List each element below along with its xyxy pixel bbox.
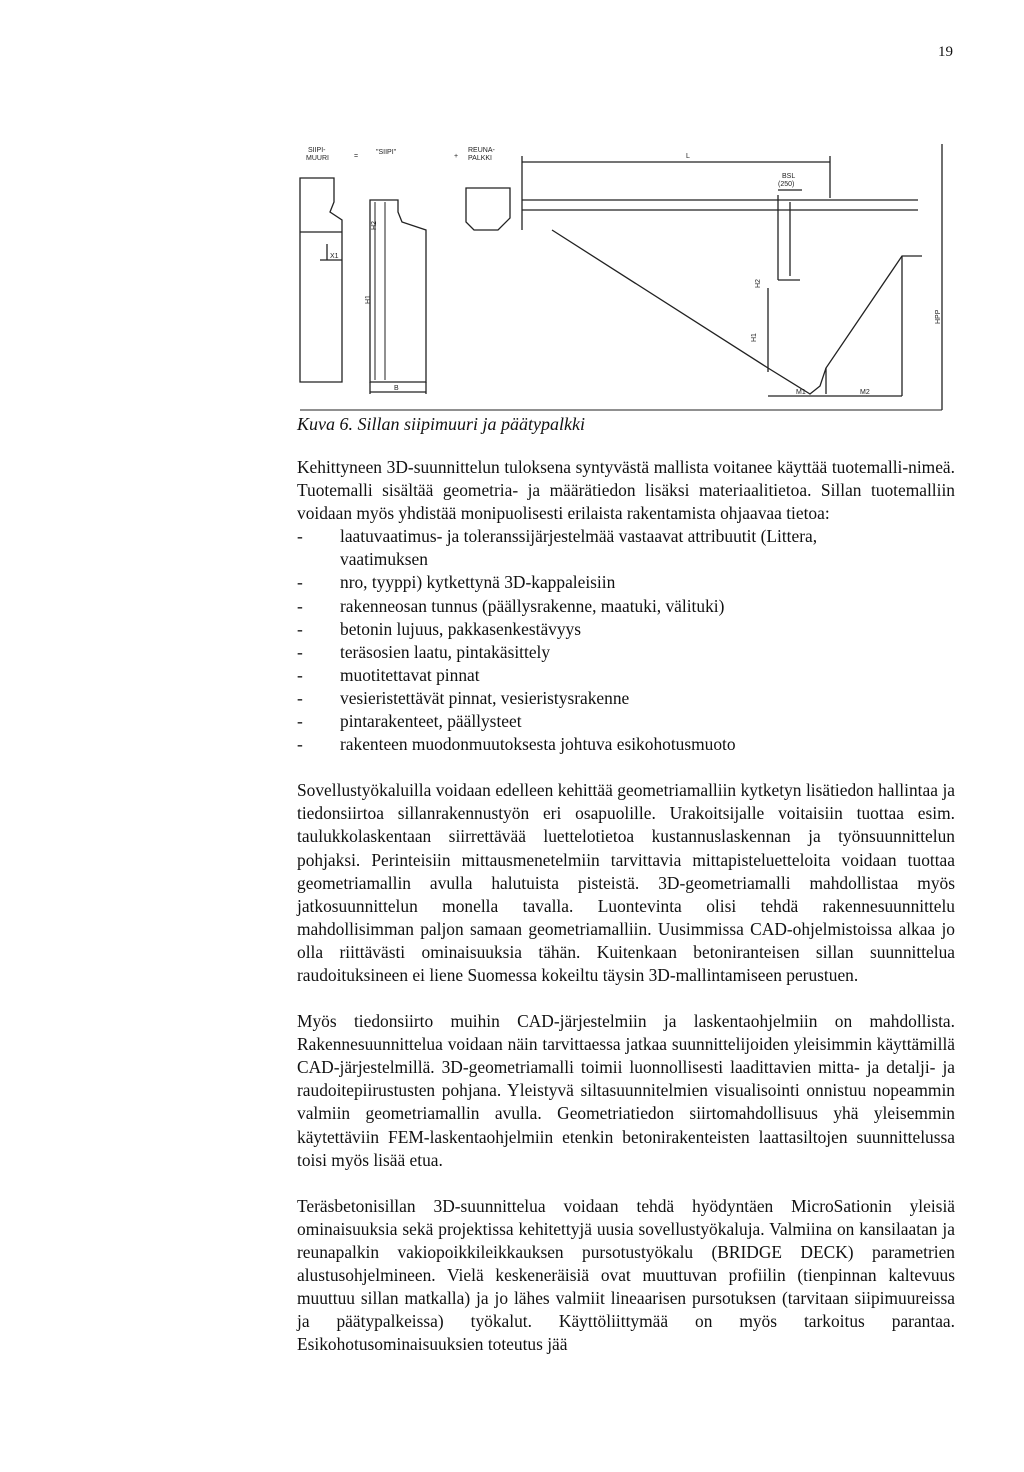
label-h2-right: H2 bbox=[755, 279, 762, 288]
paragraph-tiedonsiirto: Myös tiedonsiirto muihin CAD-järjestelmiin ja laskentaohjelmiin on mahdollista. Rakennesuunnittelua voidaan näin tarvittaessa jatkaa suunnittelijoiden yleisimmin käyttämillä CAD-järjestelmillä. 3D-geometriamalli toimii luonnollisesti laadittavien mitta- ja detalji- ja raudoitepiirustusten pohjana. Yleistyvä siltasuunnitelmien visualisointi onnistuu nopeammin valmiin geometriamallin avulla. Geometriatiedon siirtomahdollisuus yhä yleisemmin käytettäviin FEM-laskentaohjelmiin etenkin betonirakenteisten laattasiltojen suunnittelussa toisi myös lisää etua. bbox=[297, 1011, 955, 1170]
list-item bbox=[297, 618, 955, 641]
label-m2: M2 bbox=[860, 389, 870, 396]
list-item-text: rakenteen muodonmuutoksesta johtuva esikohotusmuoto bbox=[340, 734, 736, 755]
list-dash: - bbox=[297, 734, 303, 755]
list-dash: - bbox=[297, 572, 303, 593]
label-b: B bbox=[394, 385, 399, 392]
label-h2-left: H2 bbox=[371, 221, 378, 230]
list-item-text: rakenneosan tunnus (päällysrakenne, maatuki, välituki) bbox=[340, 595, 725, 616]
siipi-outline bbox=[370, 200, 426, 382]
label-bsl-value: (250) bbox=[778, 181, 795, 188]
list-item bbox=[297, 664, 955, 687]
list-dash: - bbox=[297, 526, 303, 547]
attribute-list bbox=[297, 525, 955, 756]
figure-caption: Kuva 6. Sillan siipimuuri ja päätypalkki bbox=[297, 414, 585, 434]
label-l: L bbox=[686, 153, 690, 160]
label-reunapalkki-2: PALKKI bbox=[468, 155, 492, 162]
siipimuuri-outline bbox=[300, 178, 342, 382]
label-hpp: HPP bbox=[935, 309, 942, 324]
list-item-continuation bbox=[297, 548, 955, 571]
label-siipi: "SIIPI" bbox=[376, 149, 397, 156]
list-item-text: vesieristettävät pinnat, vesieristysrakenne bbox=[340, 687, 630, 708]
list-dash: - bbox=[297, 664, 303, 685]
list-item-text: muotitettavat pinnat bbox=[340, 664, 480, 685]
list-item-text: laatuvaatimus- ja toleranssijärjestelmää vastaavat attribuutit (Littera, bbox=[340, 526, 818, 547]
list-item bbox=[297, 525, 955, 548]
paragraph-intro: Kehittyneen 3D-suunnittelun tuloksena syntyvästä mallista voitanee käyttää tuotemalli-nimeä. Tuotemalli sisältää geometria- ja määrätiedon lisäksi materiaalitietoa. Sillan tuotemalliin voidaan myös yhdistää monipuolisesti erilaista rakentamista ohjaavaa tietoa: bbox=[297, 457, 955, 524]
list-item-text: vaatimuksen bbox=[340, 549, 428, 570]
label-h1-left: H1 bbox=[365, 295, 372, 304]
page-number: 19 bbox=[938, 44, 953, 60]
list-item-text: pintarakenteet, päällysteet bbox=[340, 711, 522, 732]
label-x1: X1 bbox=[330, 253, 339, 260]
list-item bbox=[297, 687, 955, 710]
list-dash: - bbox=[297, 641, 303, 662]
body-text bbox=[297, 456, 955, 1356]
label-reunapalkki-1: REUNA- bbox=[468, 147, 495, 154]
list-item bbox=[297, 571, 955, 594]
list-dash: - bbox=[297, 595, 303, 616]
list-item bbox=[297, 733, 955, 756]
label-siipimuuri-1: SIIPI- bbox=[308, 147, 326, 154]
list-dash: - bbox=[297, 711, 303, 732]
list-item bbox=[297, 710, 955, 733]
list-item-text: teräsosien laatu, pintakäsittely bbox=[340, 641, 551, 662]
label-m1: M1 bbox=[796, 389, 806, 396]
label-bsl: BSL bbox=[782, 173, 796, 180]
list-item-text: nro, tyyppi) kytkettynä 3D-kappaleisiin bbox=[340, 572, 616, 593]
label-siipimuuri-2: MUURI bbox=[306, 155, 329, 162]
list-item-text: betonin lujuus, pakkasenkestävyys bbox=[340, 618, 582, 639]
list-dash: - bbox=[297, 618, 303, 639]
list-dash: - bbox=[297, 687, 303, 708]
list-item bbox=[297, 595, 955, 618]
reunapalkki-outline bbox=[466, 188, 510, 230]
wing-wall-drawing bbox=[290, 140, 970, 415]
list-item bbox=[297, 641, 955, 664]
wing-wall-outline bbox=[552, 230, 922, 394]
label-h1-right: H1 bbox=[751, 333, 758, 342]
label-equals: = bbox=[354, 153, 359, 160]
paragraph-sovellustyokalut: Sovellustyökaluilla voidaan edelleen kehittää geometriamalliin kytketyn lisätiedon hallintaa ja tiedonsiirtoa sillanrakennustyön eri osapuolille. Urakoitsijalle voitaisiin tuottaa esim. taulukkolaskentaan siirrettävää luettelotietoa kustannuslaskennan ja työnsuunnittelun pohjaksi. Perinteisiin mittausmenetelmiin tarvittavia mittapisteluetteloita voidaan tuottaa geometriamallin avulla halutuista pisteistä. 3D-geometriamalli mahdollistaa myös jatkosuunnittelun monella tavalla. Luontevinta olisi tehdä rakennesuunnittelu mahdollisimman paljon samaan geometriamalliin. Uusimmissa CAD-ohjelmistoissa alkaa jo olla riittävästi ominaisuuksia tähän. Kuitenkaan betoniranteisen sillan suunnittelua raudoituksineen ei liene Suomessa kokeiltu täysin 3D-mallintamiseen perustuen. bbox=[297, 780, 955, 985]
paragraph-terasbetonisilta: Teräsbetonisillan 3D-suunnittelua voidaan tehdä hyödyntäen MicroSationin yleisiä ominaisuuksia sekä projektissa kehitettyjä uusia sovellustyökaluja. Valmiina on kansilaatan ja reunapalkin vakiopoikkileikkauksen pursotustyökalu (BRIDGE DECK) parametrien alustusohjelmineen. Vielä keskeneräisiä ovat muuttuvan profiilin (tienpinnan kaltevuus muuttuu sillan matkalla) ja jo lähes valmiit lineaarisen pursotuksen (tarvitaan siipimuureissa ja päätypalkeissa) työkalut. Käyttöliittymää on myös tarkoitus parantaa. Esikohotusominaisuuksien toteutus jää bbox=[297, 1195, 955, 1355]
figure-wing-wall-diagram bbox=[290, 140, 970, 415]
label-plus: + bbox=[454, 153, 459, 160]
